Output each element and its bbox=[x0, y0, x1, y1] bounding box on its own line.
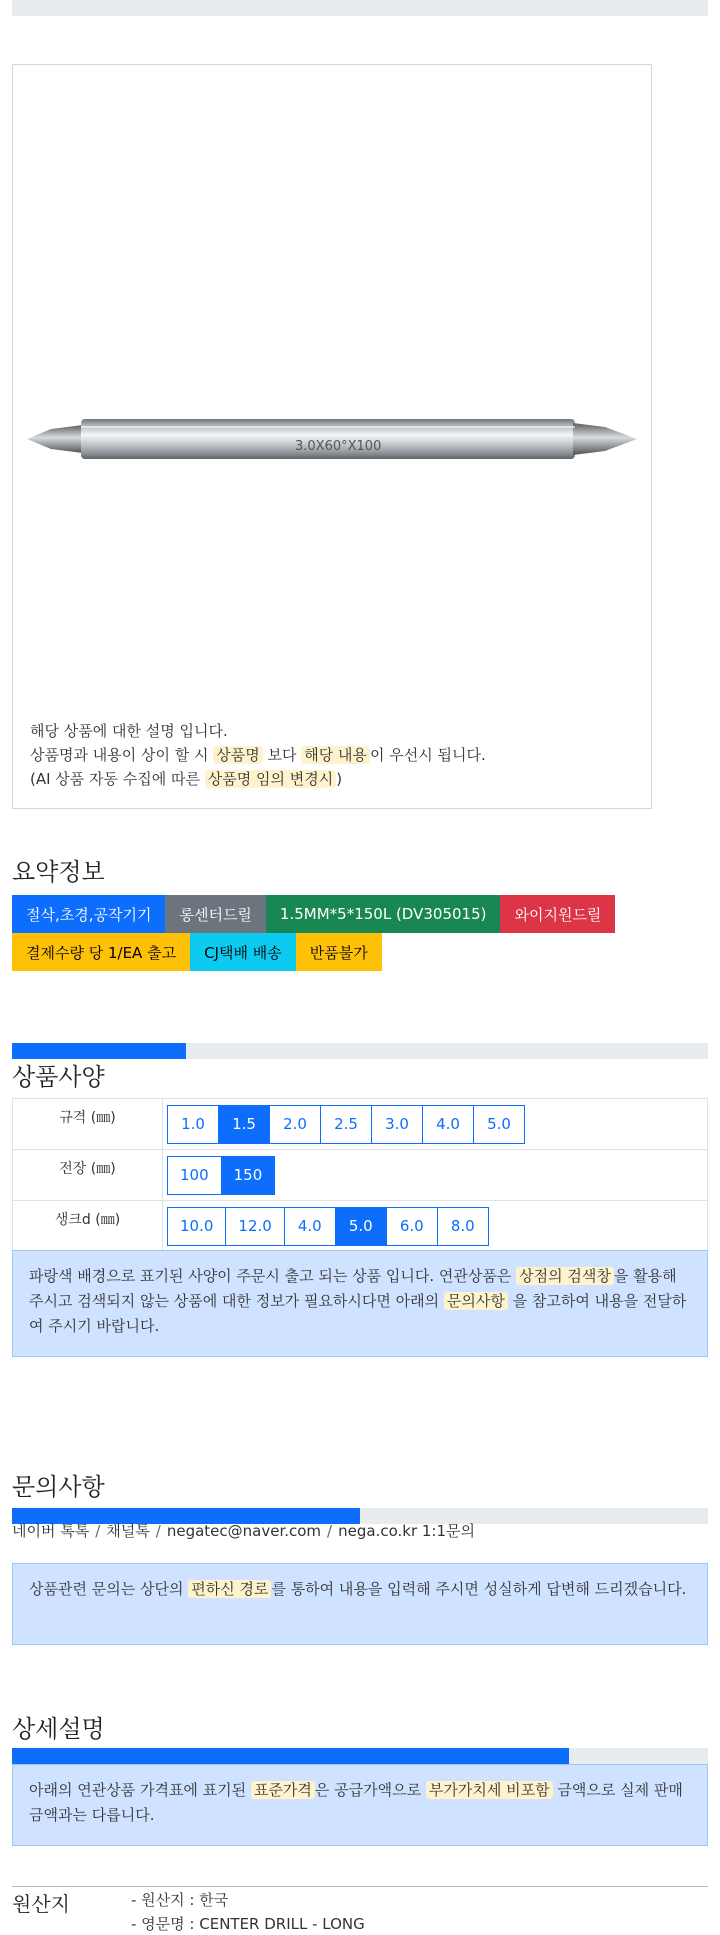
contact-separator: / bbox=[327, 1522, 333, 1540]
notice-line-3: (AI 상품 자동 수집에 따른 상품명 임의 변경시 ) bbox=[30, 770, 343, 788]
center-drill-image bbox=[25, 335, 639, 465]
highlight-search-box: 상점의 검색창 bbox=[516, 1267, 614, 1285]
spec-option-button[interactable]: 2.5 bbox=[320, 1105, 372, 1144]
notice-line-1: 해당 상품에 대한 설명 입니다. bbox=[30, 722, 228, 740]
spec-option-button[interactable]: 4.0 bbox=[284, 1207, 336, 1246]
origin-label: 원산지 bbox=[12, 1892, 70, 1916]
highlight-product-name: 상품명 bbox=[213, 746, 262, 764]
origin-divider bbox=[12, 1886, 708, 1887]
spec-option-button[interactable]: 150 bbox=[221, 1156, 276, 1195]
spec-option-button[interactable]: 3.0 bbox=[371, 1105, 423, 1144]
spec-option-button[interactable]: 5.0 bbox=[335, 1207, 387, 1246]
spec-row-label: 생크d (㎜) bbox=[13, 1201, 163, 1252]
contact-channels bbox=[12, 1520, 475, 1541]
spec-option-button[interactable]: 4.0 bbox=[422, 1105, 474, 1144]
summary-badge: 롱센터드릴 bbox=[165, 895, 265, 933]
spec-row bbox=[13, 1150, 708, 1201]
detail-progress bbox=[12, 1748, 708, 1764]
spec-option-button[interactable]: 5.0 bbox=[473, 1105, 525, 1144]
highlight-standard-price: 표준가격 bbox=[251, 1781, 315, 1799]
drill-engraving: 3.0X60°X100 bbox=[295, 439, 382, 454]
highlight-inquiry: 문의사항 bbox=[444, 1292, 508, 1310]
summary-badge: 결제수량 당 1/EA 출고 bbox=[12, 933, 190, 971]
spec-table bbox=[12, 1098, 708, 1252]
spec-option-cell bbox=[163, 1150, 708, 1201]
spec-option-button[interactable]: 2.0 bbox=[269, 1105, 321, 1144]
spec-option-cell bbox=[163, 1099, 708, 1150]
spec-title: 상품사양 bbox=[12, 1063, 105, 1091]
spec-option-button[interactable]: 6.0 bbox=[386, 1207, 438, 1246]
spec-progress bbox=[12, 1043, 708, 1059]
contact-separator: / bbox=[155, 1522, 161, 1540]
highlight-vat-excluded: 부가가치세 비포함 bbox=[426, 1781, 553, 1799]
detail-info-box: 아래의 연관상품 가격표에 표기된 표준가격 은 공급가액으로 부가가치세 비포함 금액으로 실제 판매금액과는 다릅니다. bbox=[12, 1764, 708, 1846]
highlight-content: 해당 내용 bbox=[301, 746, 370, 764]
spec-row-label: 전장 (㎜) bbox=[13, 1150, 163, 1201]
contact-channel-link[interactable]: 네이버 톡톡 bbox=[12, 1522, 90, 1540]
spec-option-group bbox=[167, 1156, 275, 1195]
spec-option-cell bbox=[163, 1201, 708, 1252]
spec-option-button[interactable]: 12.0 bbox=[225, 1207, 284, 1246]
product-image bbox=[25, 335, 639, 465]
detail-progress-fill bbox=[12, 1748, 569, 1764]
summary-badge: 와이지원드릴 bbox=[500, 895, 615, 933]
spec-option-button[interactable]: 10.0 bbox=[167, 1207, 226, 1246]
summary-badges bbox=[12, 895, 712, 971]
contact-channel-link[interactable]: nega.co.kr 1:1문의 bbox=[338, 1522, 475, 1540]
top-progress-bar bbox=[12, 0, 708, 16]
spec-row bbox=[13, 1099, 708, 1150]
spec-option-group bbox=[167, 1207, 489, 1246]
spec-option-button[interactable]: 8.0 bbox=[437, 1207, 489, 1246]
origin-item: - 영문명 : CENTER DRILL - LONG bbox=[131, 1915, 365, 1933]
inquiry-title: 문의사항 bbox=[12, 1473, 105, 1501]
spec-info-box: 파랑색 배경으로 표기된 사양이 주문시 출고 되는 상품 입니다. 연관상품은 상점의 검색창 을 활용해 주시고 검색되지 않는 상품에 대한 정보가 필요하시다면 아래의 문의사항 을 참고하여 내용을 전달하여 주시기 바랍니다. bbox=[12, 1250, 708, 1357]
summary-badge: CJ택배 배송 bbox=[190, 933, 296, 971]
contact-channel-link[interactable]: 채널톡 bbox=[106, 1522, 150, 1540]
spec-option-group bbox=[167, 1105, 525, 1144]
origin-list bbox=[131, 1888, 365, 1935]
badge-row-1 bbox=[12, 895, 712, 933]
inquiry-info-box: 상품관련 문의는 상단의 편하신 경로 를 통하여 내용을 입력해 주시면 성실하게 답변해 드리겠습니다. bbox=[12, 1563, 708, 1645]
summary-badge: 1.5MM*5*150L (DV305015) bbox=[266, 895, 501, 933]
origin-item: - 원산지 : 한국 bbox=[131, 1891, 229, 1909]
summary-badge: 절삭,초경,공작기기 bbox=[12, 895, 165, 933]
summary-badge: 반품불가 bbox=[296, 933, 382, 971]
contact-channel-link[interactable]: negatec@naver.com bbox=[166, 1522, 322, 1540]
detail-title: 상세설명 bbox=[12, 1715, 105, 1743]
product-image-card bbox=[12, 64, 652, 809]
notice-line-2: 상품명과 내용이 상이 할 시 상품명 보다 해당 내용 이 우선시 됩니다. bbox=[30, 746, 486, 764]
spec-option-button[interactable]: 100 bbox=[167, 1156, 222, 1195]
spec-row-label: 규격 (㎜) bbox=[13, 1099, 163, 1150]
product-notice bbox=[30, 719, 640, 791]
summary-title: 요약정보 bbox=[12, 858, 105, 886]
highlight-name-change: 상품명 임의 변경시 bbox=[205, 770, 336, 788]
contact-separator: / bbox=[95, 1522, 101, 1540]
spec-option-button[interactable]: 1.5 bbox=[218, 1105, 270, 1144]
spec-row bbox=[13, 1201, 708, 1252]
highlight-convenient-route: 편하신 경로 bbox=[188, 1580, 271, 1598]
badge-row-2 bbox=[12, 933, 712, 971]
spec-option-button[interactable]: 1.0 bbox=[167, 1105, 219, 1144]
